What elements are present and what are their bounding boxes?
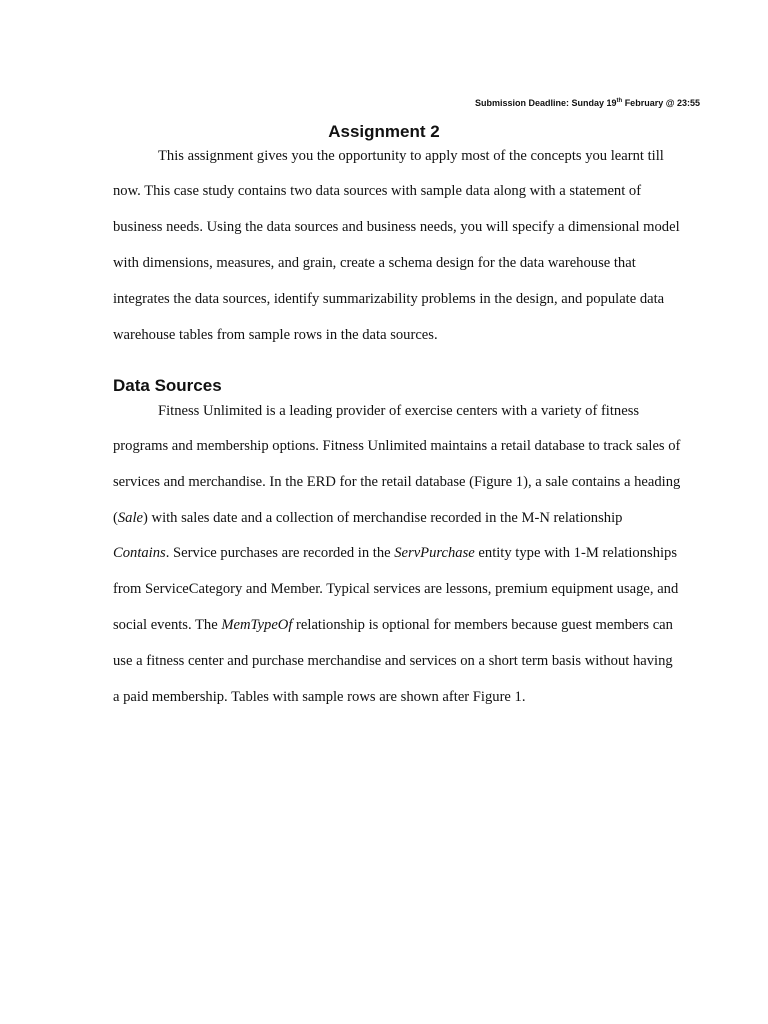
section-heading-data-sources: Data Sources: [113, 376, 222, 395]
ds-line-9: a paid membership. Tables with sample rows are shown after Figure 1.: [113, 689, 526, 705]
term-servpurchase: ServPurchase: [394, 545, 475, 561]
term-sale: Sale: [117, 510, 144, 526]
term-contains: Contains: [113, 545, 166, 561]
submission-deadline: [475, 98, 700, 108]
deadline-suffix: February @ 23:55: [622, 98, 700, 108]
deadline-ordinal: th: [616, 98, 623, 104]
intro-line-1: This assignment gives you the opportunity to apply most of the concepts you learnt till: [158, 148, 664, 164]
ds-line-5-text-a: . Service purchases are recorded in the: [165, 545, 395, 561]
intro-line-4: with dimensions, measures, and grain, create a schema design for the data warehouse that: [113, 255, 636, 271]
ds-line-7: [113, 617, 673, 634]
intro-line-6: warehouse tables from sample rows in the data sources.: [113, 327, 438, 343]
intro-line-3: business needs. Using the data sources and business needs, you will specify a dimensional model: [113, 219, 680, 235]
ds-line-4: [113, 510, 622, 527]
ds-line-7-text-b: relationship is optional for members because guest members can: [292, 617, 673, 633]
ds-line-3: services and merchandise. In the ERD for the retail database (Figure 1), a sale contains a heading: [113, 474, 681, 490]
ds-line-7-text-a: social events. The: [113, 617, 222, 633]
deadline-prefix: Submission Deadline: Sunday 19: [474, 98, 617, 108]
page-title: Assignment 2: [328, 122, 440, 141]
intro-line-2: now. This case study contains two data sources with sample data along with a statement of: [113, 183, 642, 199]
ds-line-2: programs and membership options. Fitness Unlimited maintains a retail database to track sales of: [113, 438, 681, 454]
ds-line-4-text: ) with sales date and a collection of merchandise recorded in the M-N relationship: [143, 510, 623, 526]
ds-line-5-text-b: entity type with 1-M relationships: [474, 545, 678, 561]
ds-line-8: use a fitness center and purchase merchandise and services on a short term basis without having: [113, 653, 673, 669]
intro-line-5: integrates the data sources, identify summarizability problems in the design, and populate data: [113, 291, 665, 307]
ds-line-5: [113, 545, 677, 562]
term-memtypeof: MemTypeOf: [221, 617, 293, 633]
ds-line-1: Fitness Unlimited is a leading provider of exercise centers with a variety of fitness: [158, 403, 640, 419]
ds-line-6: from ServiceCategory and Member. Typical services are lessons, premium equipment usage, and: [113, 581, 679, 597]
ds-line-4-open: (: [113, 510, 118, 526]
